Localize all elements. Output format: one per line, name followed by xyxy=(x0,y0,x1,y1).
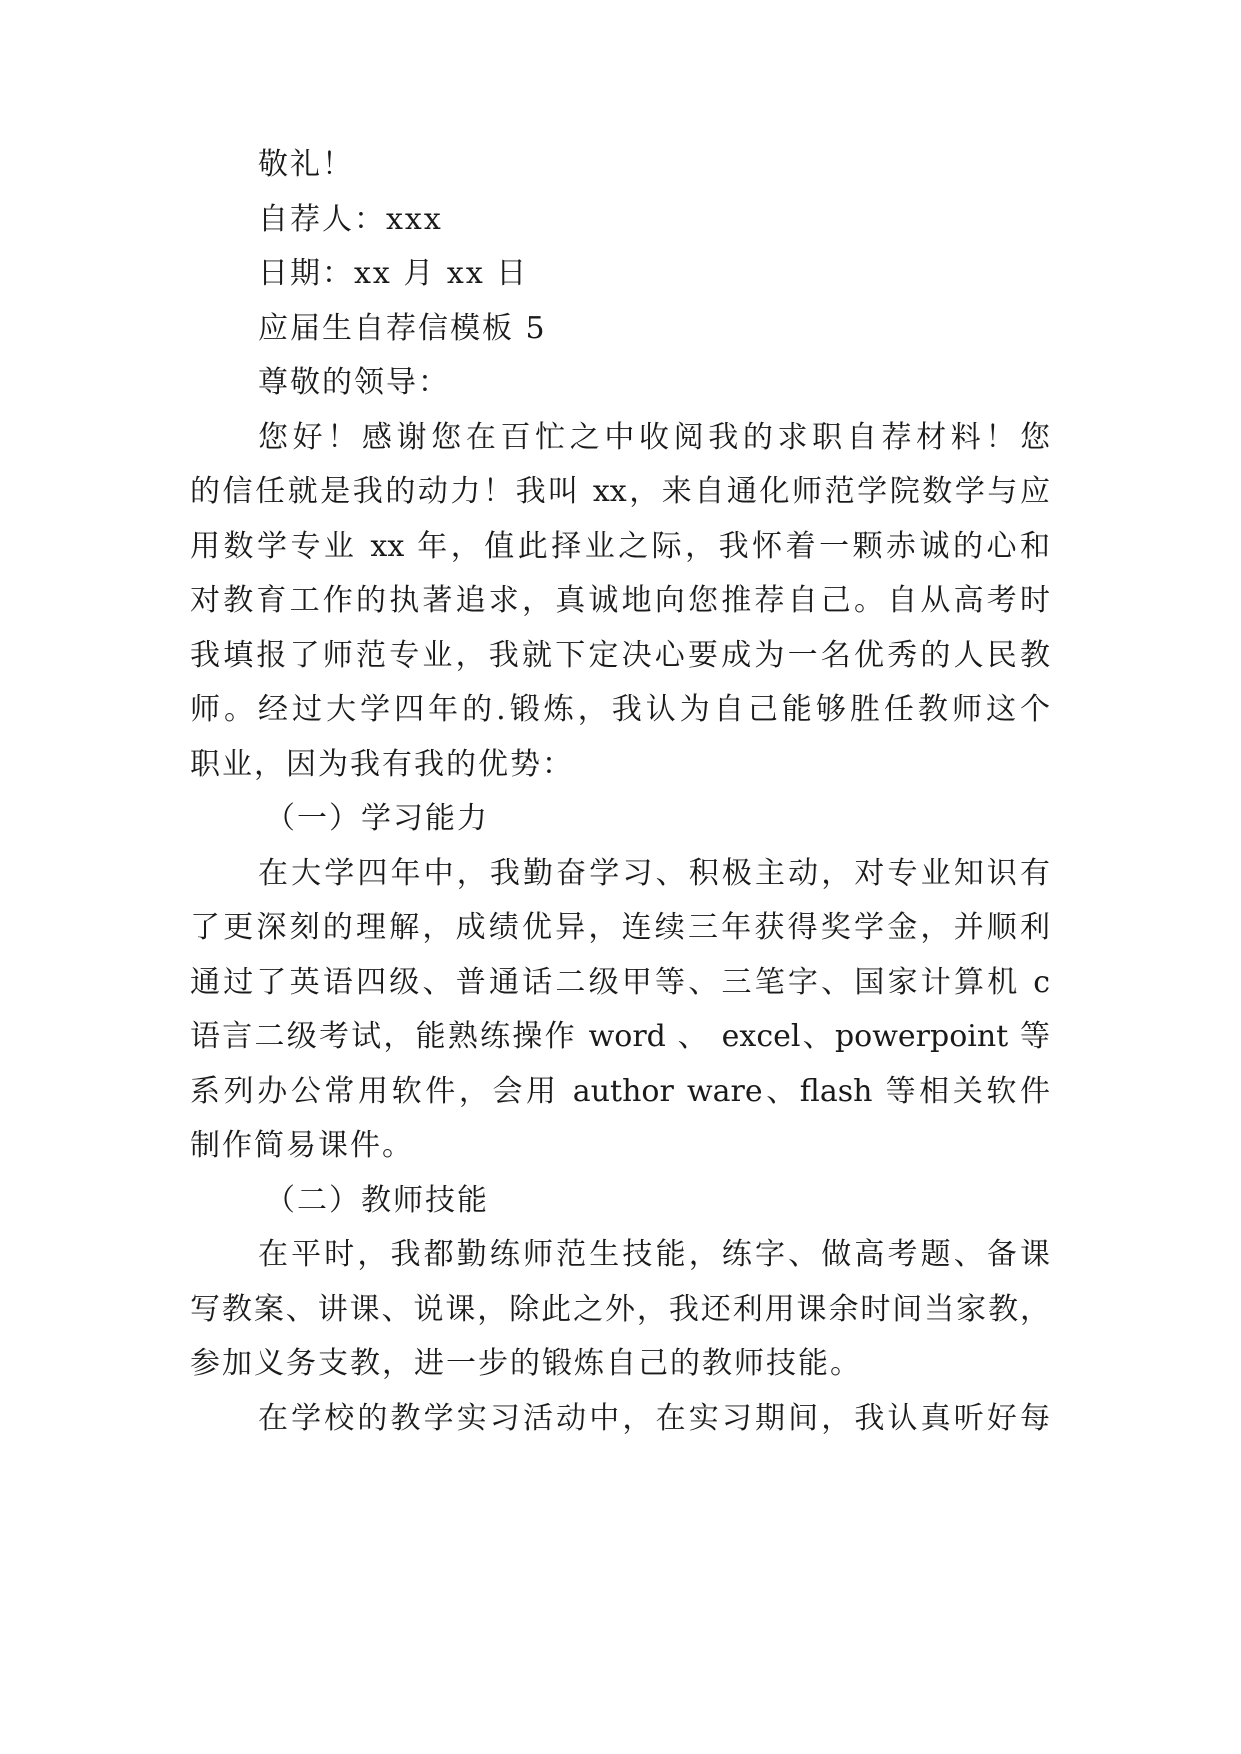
closing-signer: 自荐人：xxx xyxy=(258,202,443,237)
paragraph-line: 通过了英语四级、普通话二级甲等、三笔字、国家计算机 c xyxy=(190,965,1050,1000)
paragraph-line: 在平时，我都勤练师范生技能，练字、做高考题、备课 xyxy=(258,1237,1050,1272)
section-heading: （二）教师技能 xyxy=(265,1183,489,1218)
paragraph-line: 在大学四年中，我勤奋学习、积极主动，对专业知识有 xyxy=(258,856,1050,891)
paragraph-line: 职业，因为我有我的优势： xyxy=(190,747,574,782)
section-heading: （一）学习能力 xyxy=(265,801,489,836)
greeting: 尊敬的领导： xyxy=(258,365,450,400)
paragraph-line: 了更深刻的理解，成绩优异，连续三年获得奖学金，并顺利 xyxy=(190,910,1050,945)
paragraph-line: 用数学专业 xx 年，值此择业之际，我怀着一颗赤诚的心和 xyxy=(190,529,1050,564)
paragraph-line: 系列办公常用软件，会用 author ware、flash 等相关软件 xyxy=(190,1074,1050,1109)
paragraph-line: 您好！感谢您在百忙之中收阅我的求职自荐材料！您 xyxy=(258,420,1050,455)
closing-salute: 敬礼！ xyxy=(258,147,354,182)
template-title: 应届生自荐信模板 5 xyxy=(258,311,547,346)
paragraph-line: 在学校的教学实习活动中，在实习期间，我认真听好每 xyxy=(258,1401,1050,1436)
paragraph-line: 参加义务支教，进一步的锻炼自己的教师技能。 xyxy=(190,1346,862,1381)
paragraph-line: 语言二级考试，能熟练操作 word 、 excel、powerpoint 等 xyxy=(190,1019,1050,1054)
paragraph-line: 对教育工作的执著追求，真诚地向您推荐自己。自从高考时 xyxy=(190,583,1050,618)
paragraph-line: 我填报了师范专业，我就下定决心要成为一名优秀的人民教 xyxy=(190,638,1050,673)
closing-date: 日期：xx 月 xx 日 xyxy=(258,256,529,291)
paragraph-line: 的信任就是我的动力！我叫 xx，来自通化师范学院数学与应 xyxy=(190,474,1050,509)
paragraph-line: 制作简易课件。 xyxy=(190,1128,414,1163)
paragraph-line: 师。经过大学四年的.锻炼，我认为自己能够胜任教师这个 xyxy=(190,692,1050,727)
paragraph-line: 写教案、讲课、说课，除此之外，我还利用课余时间当家教， xyxy=(190,1292,1050,1327)
